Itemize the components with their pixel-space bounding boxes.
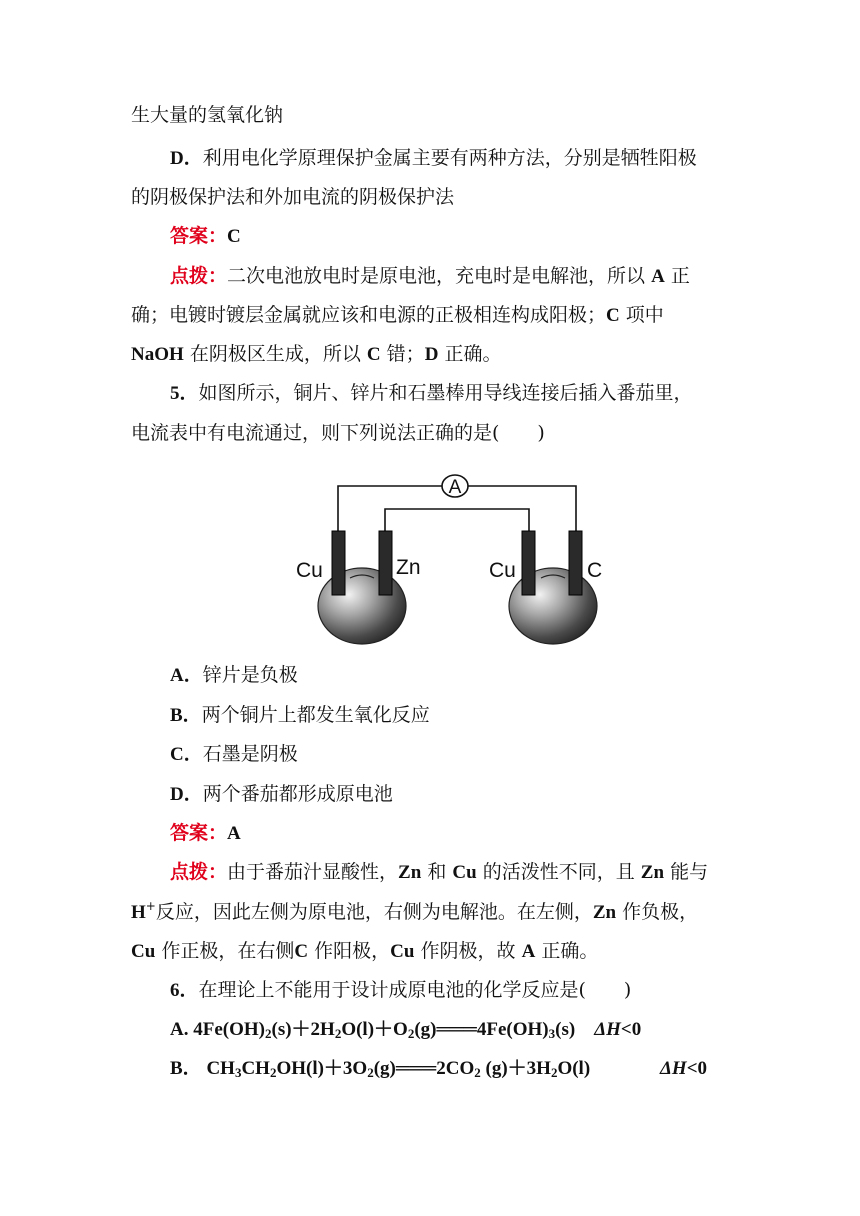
text-fragment: D: [424, 344, 439, 365]
text-fragment: H: [131, 902, 146, 923]
explanation-line: [131, 302, 664, 329]
text-fragment: A: [521, 941, 536, 962]
text-fragment: 项中: [625, 304, 664, 326]
option-c: [170, 741, 298, 768]
option-d: [170, 781, 393, 808]
option-d-previous: [170, 145, 697, 172]
explanation-label: 点拨：: [170, 861, 228, 883]
left-tomato: [318, 568, 406, 644]
text-fragment: Cu: [131, 941, 156, 962]
text-fragment: Zn: [398, 862, 422, 883]
label-graphite: C: [587, 559, 603, 582]
option-label: B．: [170, 705, 202, 726]
label-cu-left: Cu: [296, 559, 323, 582]
text-fragment: C: [294, 941, 309, 962]
text-fragment: A: [651, 266, 665, 287]
explanation-label: 点拨：: [170, 265, 228, 287]
option-label: A.: [170, 1019, 194, 1040]
explanation-line: [131, 938, 598, 965]
option-label: A．: [170, 665, 203, 686]
text-fragment: 的活泼性不同，且: [482, 861, 635, 883]
text-fragment: 能与: [670, 861, 709, 883]
question-5-stem: [131, 420, 545, 446]
answer-line: [170, 223, 241, 250]
answer-line: [170, 820, 241, 847]
explanation-line: [131, 899, 698, 926]
option-text: 锌片是负极: [202, 664, 298, 686]
option-text: 石墨是阴极: [202, 743, 298, 765]
explanation-line: [170, 859, 708, 886]
text-fragment: 二次电池放电时是原电池，充电时是电解池，所以: [227, 265, 646, 287]
text-fragment: C: [606, 305, 620, 326]
enthalpy-condition: ΔH<0: [660, 1058, 708, 1079]
text-fragment: <0: [686, 1058, 708, 1079]
tomato-cell-diagram: [288, 468, 608, 650]
electrode-cu-right: [522, 531, 535, 595]
text-fragment: C: [366, 344, 381, 365]
text-fragment: 错；: [386, 343, 425, 365]
option-b: [170, 702, 430, 729]
question-6-stem: [170, 977, 631, 1004]
option-label: C．: [170, 744, 203, 765]
q6-option-a: A. $4Fe(OH)_2(s)+2H_2O(l)+O_2(g)═══4Fe(OH)_3(s)$ ΔH<0: [170, 1019, 642, 1041]
text-fragment: 确；电镀时镀层金属就应该和电源的正极相连构成阳极；: [131, 304, 607, 326]
question-text: 电流表中有电流通过，则下列说法正确的是( ): [131, 422, 545, 444]
text-fragment: 正确。: [444, 343, 502, 365]
text-fragment: 和: [427, 861, 447, 883]
text-fragment: 由于番茄汁显酸性，: [227, 861, 399, 883]
answer-value: A: [227, 823, 241, 844]
text-fragment: NaOH: [131, 344, 184, 365]
question-number: 5．: [170, 383, 199, 404]
q6-option-b: B． $CH_3CH_2OH(l)+3O_2(g)═══2CO_2$ $(g)+3H_2O(l)$ ΔH<0: [170, 1058, 708, 1080]
ammeter-icon: [442, 475, 468, 498]
text-fragment: Zn: [640, 862, 665, 883]
answer-label: 答案：: [170, 822, 228, 844]
question-5-stem: [170, 380, 693, 407]
option-label: B．: [170, 1058, 202, 1079]
option-text: 利用电化学原理保护金属主要有两种方法，分别是牺牲阳极: [202, 147, 697, 169]
electrode-graphite: [569, 531, 582, 595]
text-fragment: 正确。: [541, 940, 599, 962]
text-fragment: 在阴极区生成，所以: [189, 343, 361, 365]
option-label: D．: [170, 148, 203, 169]
label-zn: Zn: [396, 556, 421, 579]
text-fragment: 正: [670, 265, 690, 287]
answer-value: C: [227, 226, 241, 247]
text-fragment: 生大量的氢氧化钠: [131, 104, 284, 126]
text-fragment: 的阴极保护法和外加电流的阴极保护法: [131, 186, 455, 208]
question-text: 在理论上不能用于设计成原电池的化学反应是( ): [198, 979, 632, 1001]
answer-label: 答案：: [170, 225, 228, 247]
option-label: D．: [170, 784, 203, 805]
ammeter-label: A: [448, 477, 462, 498]
text-fragment: 作阴极，故: [420, 940, 516, 962]
text-fragment: 作阳极，: [314, 940, 391, 962]
text-fragment: 反应，因此左侧为原电池，右侧为电解池。在左侧，: [155, 901, 593, 923]
explanation-line: [131, 341, 501, 368]
electrode-cu-left: [332, 531, 345, 595]
text-fragment: <0: [620, 1019, 642, 1040]
text-fragment: 作正极，在右侧: [161, 940, 295, 962]
text-line: [131, 102, 283, 128]
superscript: +: [145, 899, 156, 913]
label-cu-right: Cu: [489, 559, 516, 582]
text-fragment: Zn: [592, 902, 617, 923]
text-line: [131, 184, 454, 210]
text-fragment: Cu: [452, 862, 477, 883]
text-fragment: 作负极，: [622, 901, 699, 923]
explanation-line: [170, 263, 690, 290]
question-text: 如图所示，铜片、锌片和石墨棒用导线连接后插入番茄里，: [198, 382, 693, 404]
option-a: [170, 662, 298, 689]
option-text: 两个铜片上都发生氧化反应: [201, 704, 430, 726]
question-number: 6．: [170, 980, 199, 1001]
inner-wire: [385, 509, 529, 531]
option-text: 两个番茄都形成原电池: [202, 783, 393, 805]
electrode-zn: [379, 531, 392, 595]
text-fragment: Cu: [390, 941, 415, 962]
